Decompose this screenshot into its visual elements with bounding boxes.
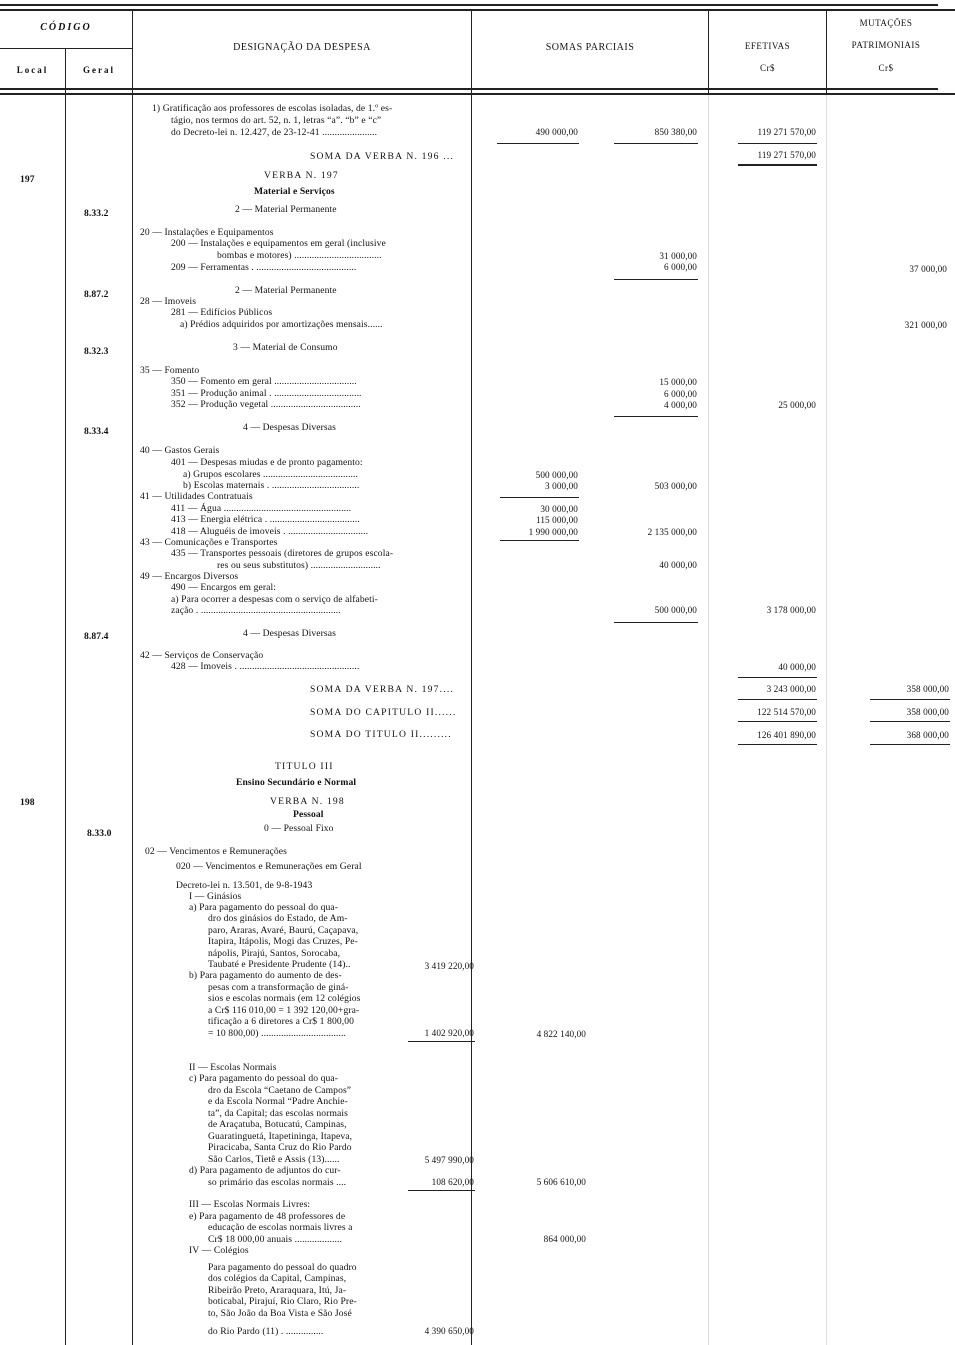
line-text: 42 — Serviços de Conservação xyxy=(140,650,264,661)
header-geral: Geral xyxy=(83,65,115,75)
sum-rule xyxy=(738,744,817,745)
line-text: Itapira, Itápolis, Mogi das Cruzes, Pe- xyxy=(208,936,358,947)
codigo-underline xyxy=(0,48,132,49)
line-text: zação . ........................................................ xyxy=(171,605,341,616)
line-text: a) Prédios adquiridos por amortizações mensais...... xyxy=(180,319,383,330)
sum-rule xyxy=(870,699,950,700)
line-text: VERBA N. 198 xyxy=(270,796,345,807)
line-text: Pessoal xyxy=(293,809,324,820)
header-mutacoes: MUTAÇÕES xyxy=(859,18,913,28)
amount-value: 6 000,00 xyxy=(664,262,697,272)
col-divider-geral xyxy=(132,9,133,1345)
line-text: III — Escolas Normais Livres: xyxy=(189,1199,311,1210)
amount-value: 321 000,00 xyxy=(904,320,947,330)
amount-value: 30 000,00 xyxy=(540,504,578,514)
amount-value: 2 135 000,00 xyxy=(647,527,697,537)
line-text: Decreto-lei n. 13.501, de 9-8-1943 xyxy=(176,880,313,891)
line-text: 41 — Utilidades Contratuais xyxy=(140,491,253,502)
header-designacao: DESIGNAÇÃO DA DESPESA xyxy=(233,42,371,53)
line-text: e) Para pagamento de 48 professores de xyxy=(189,1211,346,1222)
line-text: 0 — Pessoal Fixo xyxy=(264,823,334,834)
line-text: paro, Araras, Avaré, Baurú, Caçapava, xyxy=(208,925,359,936)
amount-value: 500 000,00 xyxy=(535,470,578,480)
line-text: 209 — Ferramentas . ........................................ xyxy=(171,262,357,273)
line-text: 411 — Água ................................................... xyxy=(171,503,352,514)
line-text: Piracicaba, Santa Cruz do Rio Pardo xyxy=(208,1142,352,1153)
col-divider-somas-body xyxy=(708,94,709,1345)
line-text: 4 — Despesas Diversas xyxy=(243,628,336,639)
header-bottom-rule-2 xyxy=(0,93,955,95)
col-divider-somas xyxy=(708,9,709,94)
amount-value: 119 271 570,00 xyxy=(757,127,816,137)
amount-value: 4 822 140,00 xyxy=(536,1029,586,1039)
line-text: SOMA DA VERBA N. 197.... xyxy=(310,684,455,695)
amount-value: 1 990 000,00 xyxy=(528,527,578,537)
col-divider-designacao xyxy=(471,9,472,1345)
line-text: II — Escolas Normais xyxy=(189,1062,277,1073)
line-text: a) Para pagamento do pessoal do qua- xyxy=(189,902,339,913)
amount-value: 119 271 570,00 xyxy=(757,150,816,160)
line-text: a Cr$ 116 010,00 = 1 392 120,00+gra- xyxy=(208,1005,360,1016)
line-text: de Araçatuba, Botucatú, Campinas, xyxy=(208,1119,347,1130)
line-text: VERBA N. 197 xyxy=(264,170,339,181)
line-text: 43 — Comunicações e Transportes xyxy=(140,537,278,548)
amount-value: 122 514 570,00 xyxy=(757,707,816,717)
line-text: 40 — Gastos Gerais xyxy=(140,445,220,456)
line-text: 401 — Despesas miudas e de pronto pagamento: xyxy=(171,457,363,468)
line-text: São Carlos, Tietê e Assis (13)...... xyxy=(208,1154,340,1165)
line-text: 281 — Edifícios Públicos xyxy=(171,307,273,318)
line-text: 198 xyxy=(20,797,35,808)
line-text: c) Para pagamento do pessoal do qua- xyxy=(189,1073,339,1084)
amount-value: 3 419 220,00 xyxy=(424,961,474,971)
line-text: Ensino Secundário e Normal xyxy=(236,777,357,788)
line-text: do Decreto-lei n. 12.427, de 23-12-41 ...................... xyxy=(171,127,378,138)
sum-rule xyxy=(614,143,698,144)
line-text: TITULO III xyxy=(275,761,334,772)
sum-rule xyxy=(408,1041,475,1042)
amount-value: 15 000,00 xyxy=(659,377,697,387)
amount-value: 503 000,00 xyxy=(654,481,697,491)
line-text: 490 — Encargos em geral: xyxy=(171,582,277,593)
col-divider-efetivas-body xyxy=(826,94,827,1345)
line-text: Cr$ 18 000,00 anuais ................... xyxy=(208,1234,343,1245)
amount-value: 4 390 650,00 xyxy=(424,1326,474,1336)
line-text: to, São João da Boa Vista e São José xyxy=(208,1308,352,1319)
amount-value: 1 402 920,00 xyxy=(424,1028,474,1038)
amount-value: 3 243 000,00 xyxy=(766,684,816,694)
line-text: I — Ginásios xyxy=(189,891,242,902)
amount-value: 126 401 890,00 xyxy=(757,730,816,740)
line-text: 418 — Aluguéis de imoveis . ................................ xyxy=(171,526,369,537)
line-text: do Rio Pardo (11) . ............... xyxy=(208,1326,324,1337)
line-text: 8.33.4 xyxy=(84,426,109,437)
amount-value: 864 000,00 xyxy=(543,1234,586,1244)
line-text: 352 — Produção vegetal .................................... xyxy=(171,399,361,410)
line-text: 8.87.2 xyxy=(84,289,109,300)
line-text: bombas e motores) ................................... xyxy=(217,250,382,261)
line-text: 49 — Encargos Diversos xyxy=(140,571,239,582)
line-text: 350 — Fomento em geral ................................. xyxy=(171,376,357,387)
sum-rule xyxy=(870,744,950,745)
line-text: 435 — Transportes pessoais (diretores de grupos escola- xyxy=(171,548,394,559)
line-text: a) Para ocorrer a despesas com o serviço de alfabeti- xyxy=(171,594,378,605)
header-efetivas-unit: Cr$ xyxy=(760,63,775,73)
line-text: 2 — Material Permanente xyxy=(235,285,337,296)
amount-value: 40 000,00 xyxy=(778,662,816,672)
amount-value: 3 178 000,00 xyxy=(766,605,816,615)
line-text: res ou seus substitutos) ............................ xyxy=(217,560,381,571)
header-codigo: CÓDIGO xyxy=(40,22,92,33)
line-text: e da Escola Normal “Padre Anchie- xyxy=(208,1096,348,1107)
header-patrimoniais: PATRIMONIAIS xyxy=(851,40,921,50)
col-divider-local xyxy=(65,48,66,1345)
sum-rule xyxy=(738,143,817,144)
line-text: educação de escolas normais livres a xyxy=(208,1222,353,1233)
line-text: 413 — Energia elétrica . .................................... xyxy=(171,514,360,525)
line-text: 8.87.4 xyxy=(84,631,109,642)
line-text: ta”, da Capital; das escolas normais xyxy=(208,1108,349,1119)
line-text: SOMA DO TITULO II......... xyxy=(310,729,452,740)
top-rule-1 xyxy=(0,4,938,6)
line-text: 1) Gratificação aos professores de escolas isoladas, de 1.º es- xyxy=(152,103,393,114)
amount-value: 40 000,00 xyxy=(659,560,697,570)
line-text: 351 — Produção animal . ................................... xyxy=(171,388,362,399)
line-text: sios e escolas normais (em 12 colégios xyxy=(208,993,361,1004)
header-local: Local xyxy=(16,65,49,75)
amount-value: 358 000,00 xyxy=(906,707,949,717)
amount-value: 3 000,00 xyxy=(545,481,578,491)
amount-value: 6 000,00 xyxy=(664,389,697,399)
line-text: 2 — Material Permanente xyxy=(235,204,337,215)
line-text: 20 — Instalações e Equipamentos xyxy=(140,227,274,238)
line-text: SOMA DO CAPITULO II...... xyxy=(310,707,457,718)
sum-rule xyxy=(614,622,698,623)
header-mutacoes-unit: Cr$ xyxy=(878,63,894,73)
line-text: Para pagamento do pessoal do quadro xyxy=(208,1262,357,1273)
sum-rule xyxy=(738,721,817,722)
header-efetivas: EFETIVAS xyxy=(744,41,791,51)
sum-rule xyxy=(738,677,817,678)
line-text: 3 — Material de Consumo xyxy=(233,342,338,353)
line-text: pesas com a transformação de giná- xyxy=(208,982,349,993)
amount-value: 368 000,00 xyxy=(906,730,949,740)
line-text: Guaratinguetá, Itapetininga, Itapeva, xyxy=(208,1131,353,1142)
top-rule-2 xyxy=(0,9,955,11)
line-text: = 10 800,00) .................................. xyxy=(208,1028,347,1039)
line-text: d) Para pagamento de adjuntos do cur- xyxy=(189,1165,341,1176)
line-text: tificação a 6 diretores a Cr$ 1 800,00 xyxy=(208,1016,355,1027)
amount-value: 4 000,00 xyxy=(664,400,697,410)
line-text: 428 — Imoveis . ................................................ xyxy=(171,661,360,672)
line-text: dos colégios da Capital, Campinas, xyxy=(208,1273,347,1284)
line-text: 200 — Instalações e equipamentos em geral (inclusive xyxy=(171,238,386,249)
sum-rule xyxy=(738,699,817,700)
line-text: 28 — Imoveis xyxy=(140,296,197,307)
sum-rule xyxy=(614,416,698,417)
sum-rule xyxy=(408,1190,475,1191)
line-text: dro da Escola “Caetano de Campos” xyxy=(208,1085,352,1096)
sum-rule xyxy=(738,164,817,166)
line-text: so primário das escolas normais .... xyxy=(208,1177,347,1188)
line-text: b) Para pagamento do aumento de des- xyxy=(189,970,342,981)
line-text: Ribeirão Preto, Araraquara, Itú, Ja- xyxy=(208,1285,347,1296)
line-text: 8.32.3 xyxy=(84,346,109,357)
amount-value: 5 606 610,00 xyxy=(536,1177,586,1187)
amount-value: 490 000,00 xyxy=(535,127,578,137)
amount-value: 850 380,00 xyxy=(654,127,697,137)
amount-value: 31 000,00 xyxy=(659,251,697,261)
amount-value: 5 497 990,00 xyxy=(424,1155,474,1165)
line-text: 02 — Vencimentos e Remunerações xyxy=(145,846,287,857)
amount-value: 358 000,00 xyxy=(906,684,949,694)
line-text: 8.33.2 xyxy=(84,208,109,219)
line-text: IV — Colégios xyxy=(189,1245,249,1256)
header-bottom-rule-1 xyxy=(0,88,938,90)
amount-value: 108 620,00 xyxy=(431,1177,474,1187)
line-text: a) Grupos escolares ...................................... xyxy=(183,469,358,480)
amount-value: 37 000,00 xyxy=(909,264,947,274)
line-text: 197 xyxy=(20,174,35,185)
line-text: 020 — Vencimentos e Remunerações em Geral xyxy=(176,861,362,872)
amount-value: 25 000,00 xyxy=(778,400,816,410)
amount-value: 500 000,00 xyxy=(654,605,697,615)
sum-rule xyxy=(497,143,579,144)
line-text: Taubaté e Presidente Prudente (14).. xyxy=(208,959,351,970)
sum-rule xyxy=(500,497,579,498)
line-text: 4 — Despesas Diversas xyxy=(243,422,336,433)
line-text: Material e Serviços xyxy=(254,186,335,197)
amount-value: 115 000,00 xyxy=(535,515,578,525)
line-text: boticabal, Pirajuí, Rio Claro, Rio Pre- xyxy=(208,1296,357,1307)
line-text: nápolis, Pirajú, Santos, Sorocaba, xyxy=(208,948,341,959)
line-text: dro dos ginásios do Estado, de Am- xyxy=(208,913,348,924)
sum-rule xyxy=(614,279,698,280)
sum-rule xyxy=(500,540,579,541)
line-text: 35 — Fomento xyxy=(140,365,200,376)
line-text: b) Escolas maternais . ................................... xyxy=(183,480,360,491)
sum-rule xyxy=(870,721,950,722)
line-text: 8.33.0 xyxy=(87,828,112,839)
line-text: SOMA DA VERBA N. 196 ... xyxy=(310,151,455,162)
header-somas-parciais: SOMAS PARCIAIS xyxy=(545,42,635,53)
line-text: tágio, nos termos do art. 52, n. 1, letras “a”. “b” e “c” xyxy=(171,115,382,126)
